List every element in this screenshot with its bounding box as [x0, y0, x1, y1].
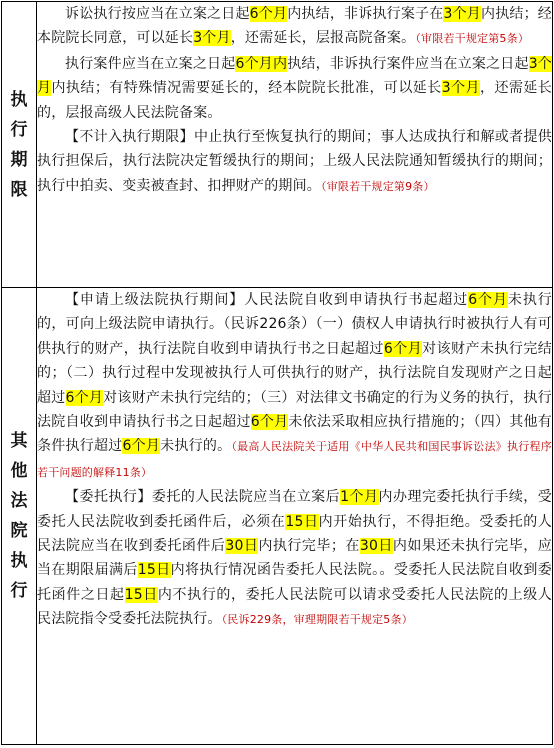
text-run: 【委托执行】委托的人民法院应当在立案后 — [65, 489, 341, 506]
highlighted-term: 6个月 — [383, 340, 423, 357]
section-content-cell — [37, 288, 553, 745]
text-run: 内执结，非诉执行案子在 — [287, 6, 444, 22]
text-run: 内执结；有特殊情况需要延长的，经本院院长批准，可以延长 — [51, 80, 442, 97]
highlighted-term: 15日 — [285, 513, 319, 530]
text-run: 对该财产未执行完结的；（二）执行过程中发现被执行人可供执行的财产，执行法院自发现财产之日起超过 — [37, 340, 552, 406]
section-row-execution-period — [2, 2, 553, 288]
text-run: 执行案件应当在立案之日起 — [65, 55, 236, 72]
text-run: 内如果还未执行完毕，应当在期限届满后 — [37, 538, 552, 579]
highlighted-term: 3个月 — [193, 30, 231, 47]
section-label-char: 执 — [10, 89, 28, 110]
highlighted-term: 30日 — [225, 538, 259, 555]
paragraph — [37, 485, 552, 632]
highlighted-term: 30日 — [359, 538, 393, 555]
highlighted-term: 15日 — [137, 562, 171, 579]
text-run: 未执行的，可向上级法院申请执行。（民诉226条）（一）债权人申请执行时被执行人有可供执行的财产，执行法院自收到申请执行书之日起超过 — [37, 292, 552, 357]
highlighted-term: 6个月 — [250, 414, 289, 431]
highlighted-term: 15日 — [124, 586, 158, 603]
section-label-cell — [2, 288, 37, 745]
text-run: ，还需延长的，层报高级人民法院备案。 — [37, 80, 553, 121]
text-run: 内将执行情况函告委托人民法院。。受委托人民法院自收到委托函件之日起 — [37, 562, 553, 603]
paragraph — [37, 125, 552, 199]
law-table — [1, 1, 553, 745]
text-run: 未执行的。 — [160, 438, 232, 455]
text-run: 对该财产未执行完结的；（三）对法律文书确定的行为义务的执行，执行法院自收到申请执行书之日起超过 — [37, 389, 552, 431]
highlighted-term: 1个月 — [340, 489, 379, 506]
section-label-char: 其 — [10, 431, 28, 451]
text-run: 【申请上级法院执行期间】人民法院自收到申请执行书起超过 — [65, 292, 469, 308]
section-label-char: 行 — [10, 581, 28, 601]
highlighted-term: 3个月 — [441, 80, 480, 97]
highlighted-term: 6个月 — [65, 389, 104, 406]
text-run: 未依法采取相应执行措施的；（四）其他有条件执行超过 — [37, 414, 552, 455]
highlighted-term: 6个月 — [468, 292, 508, 308]
text-run: ，还需延长，层报高院备案。 — [230, 30, 416, 47]
highlighted-term: 6个月 — [249, 6, 288, 22]
section-label-char: 执 — [10, 551, 28, 571]
section-row-other-court-execution — [2, 288, 553, 745]
text-run: 【不计入执行期限】中止执行至恢复执行的期间；事人达成执行和解或者提供执行担保后，执行法院决定暂缓执行的期间；上级人民法院通知暂缓执行的期间；执行中拍卖、变卖被查封、扣押财产的期间。 — [37, 129, 552, 194]
section-label-char: 行 — [10, 119, 28, 140]
text-run: 内执结；经本院院长同意，可以延长 — [37, 6, 553, 47]
text-run: 内开始执行，不得拒绝。受委托的人民法院应当在收到委托函件后 — [37, 513, 553, 555]
text-run: 内不执行的，委托人民法院可以请求受委托人民法院的上级人民法院指令受委托法院执行。 — [37, 586, 553, 628]
highlighted-term: 3个月 — [443, 6, 481, 22]
source-citation: （审限若干规定第5条） — [415, 32, 530, 46]
section-label-char: 他 — [10, 461, 28, 481]
paragraph — [37, 2, 552, 52]
paragraph — [37, 52, 552, 125]
highlighted-term: 6个月内 — [235, 55, 288, 72]
source-citation: （民诉229条，审理期限若干规定5条） — [221, 613, 413, 627]
section-content-cell — [37, 2, 553, 288]
paragraph — [37, 288, 552, 485]
highlighted-term: 6个月 — [122, 438, 161, 455]
text-run: 执结，非诉执行案件应当在立案之日起 — [287, 55, 529, 72]
section-label-char: 限 — [10, 179, 28, 200]
section-label-char: 院 — [10, 521, 28, 541]
source-citation: （最高人民法院关于适用《中华人民共和国民事诉讼法》执行程序若干问题的解释11条） — [37, 440, 552, 479]
section-label-cell — [2, 2, 37, 288]
section-label-char: 期 — [10, 149, 28, 170]
text-run: 内执行完毕；在 — [258, 538, 360, 555]
text-run: 诉讼执行按应当在立案之日起 — [65, 6, 250, 22]
highlighted-term: 3个月 — [37, 55, 552, 97]
section-label-char: 法 — [10, 491, 28, 511]
text-run: 内办理完委托执行手续，受委托人民法院收到委托函件后，必须在 — [37, 489, 552, 530]
source-citation: （审限若干规定第9条） — [321, 179, 435, 193]
